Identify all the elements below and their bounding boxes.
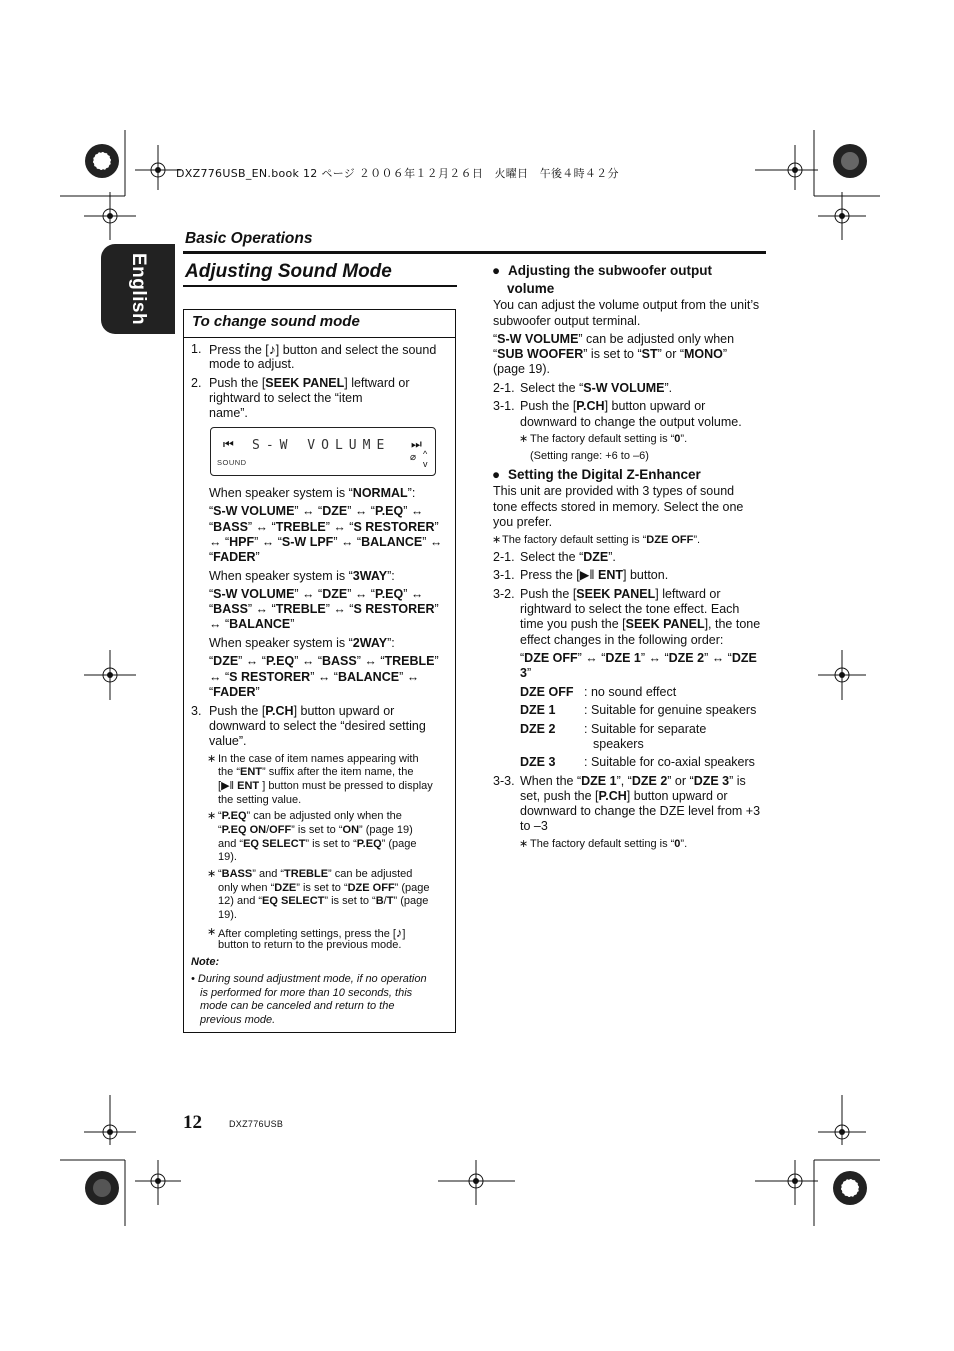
music-note-icon: ♪ bbox=[268, 341, 276, 357]
note-1-l2: the “ENT” suffix after the item name, the bbox=[218, 766, 414, 778]
dze-step-3-1: Press the [▶‖ ENT] button. bbox=[520, 568, 669, 582]
threeway-intro: When speaker system is “3WAY”: bbox=[209, 569, 395, 583]
dial-icon: ⌀ bbox=[410, 452, 417, 463]
note-4-marker: ∗ bbox=[207, 926, 217, 938]
def-value-0: : no sound effect bbox=[584, 685, 677, 699]
note-1-l1: In the case of item names appearing with bbox=[218, 753, 419, 765]
dze-default-marker: ∗ bbox=[492, 534, 502, 546]
note-1-marker: ∗ bbox=[207, 753, 217, 765]
note-3-marker: ∗ bbox=[207, 868, 217, 880]
def-key-0: DZE OFF bbox=[520, 685, 574, 699]
sub-para-l2: subwoofer output terminal. bbox=[493, 314, 641, 328]
dze-step-3-2: Push the [SEEK PANEL] leftward or bbox=[520, 587, 721, 601]
normal-seq-1: “S-W VOLUME” ↔ “DZE” ↔ “P.EQ” ↔ bbox=[209, 504, 424, 518]
setting-range: (Setting range: +6 to –6) bbox=[530, 450, 649, 462]
dze-para-l1: This unit are provided with 3 types of sound bbox=[493, 484, 735, 498]
note-3-l3: 12) and “EQ SELECT” is set to “B/T” (page bbox=[218, 895, 429, 907]
lcd-text: S-W VOLUME bbox=[252, 438, 391, 453]
step-2-cont2: name”. bbox=[209, 406, 248, 420]
note-2-l3: and “EQ SELECT” is set to “P.EQ” (page bbox=[218, 838, 417, 850]
bullet: ● bbox=[492, 467, 501, 482]
music-note-icon: ♪ bbox=[395, 925, 403, 940]
language-tab bbox=[101, 244, 175, 334]
twoway-intro: When speaker system is “2WAY”: bbox=[209, 636, 395, 650]
lcd-sound-label: SOUND bbox=[217, 458, 247, 467]
dze-step-3-3-cont3: to –3 bbox=[520, 819, 548, 833]
def-value-1: : Suitable for genuine speakers bbox=[584, 703, 757, 717]
threeway-seq-1: “S-W VOLUME” ↔ “DZE” ↔ “P.EQ” ↔ bbox=[209, 587, 424, 601]
page-number: 12 bbox=[183, 1112, 202, 1133]
note-heading: Note: bbox=[191, 956, 220, 968]
dze-para-l2: tone effects stored in memory. Select the one bbox=[493, 500, 744, 514]
step-3-1-number: 3-1. bbox=[493, 399, 515, 413]
step-3-cont: downward to select the “desired setting bbox=[209, 719, 426, 733]
dze-step-2-1: Select the “DZE”. bbox=[520, 550, 616, 564]
dze-step-3-1-number: 3-1. bbox=[493, 568, 515, 582]
step-2-number: 2. bbox=[191, 376, 202, 390]
twoway-seq-3: “FADER” bbox=[209, 685, 260, 699]
language-tab-label: English bbox=[128, 252, 149, 326]
dze-step-3-2-cont3: effect changes in the following order: bbox=[520, 633, 724, 647]
play-pause-icon: ▶‖ bbox=[579, 568, 595, 582]
skip-forward-icon: ⏭ bbox=[411, 437, 422, 451]
sub-para2-l2: “SUB WOOFER” is set to “ST” or “MONO” bbox=[493, 347, 728, 361]
section-rule bbox=[183, 251, 766, 254]
def-value-2-cont: speakers bbox=[593, 737, 644, 751]
note-body-l1: • During sound adjustment mode, if no operation bbox=[191, 973, 427, 985]
footer-model: DXZ776USB bbox=[229, 1119, 284, 1129]
note-4-l1: After completing settings, press the [♪] bbox=[218, 925, 406, 940]
twoway-seq-1: “DZE” ↔ “P.EQ” ↔ “BASS” ↔ “TREBLE” bbox=[209, 654, 439, 668]
step-2-cont: rightward to select the “item bbox=[209, 391, 363, 405]
box-title: To change sound mode bbox=[192, 313, 360, 330]
sub-para2-l3: (page 19). bbox=[493, 362, 550, 376]
dze-sequence-cont: 3” bbox=[520, 666, 532, 680]
up-down-arrows-icon: ^ v bbox=[423, 449, 428, 469]
def-value-3: : Suitable for co-axial speakers bbox=[584, 755, 755, 769]
note-body-l2: is performed for more than 10 seconds, this bbox=[200, 987, 413, 999]
section-heading: Basic Operations bbox=[185, 230, 313, 247]
note-body-l3: mode can be canceled and return to the bbox=[200, 1000, 395, 1012]
note-4-l2: button to return to the previous mode. bbox=[218, 939, 402, 951]
note-1-l4: the setting value. bbox=[218, 794, 302, 806]
step-2: Push the [SEEK PANEL] leftward or bbox=[209, 376, 410, 390]
skip-back-icon: ⏮ bbox=[223, 437, 234, 451]
dze-level-default-marker: ∗ bbox=[519, 838, 529, 850]
note-2-l2: “P.EQ ON/OFF” is set to “ON” (page 19) bbox=[218, 824, 413, 836]
box-title-rule bbox=[184, 337, 456, 338]
page-title: Adjusting Sound Mode bbox=[185, 261, 392, 282]
sub-para2-l1: “S-W VOLUME” can be adjusted only when bbox=[493, 332, 735, 346]
def-value-2: : Suitable for separate bbox=[584, 722, 707, 736]
step-1: Press the [♪] button and select the sound bbox=[209, 341, 437, 357]
dze-sequence: “DZE OFF” ↔ “DZE 1” ↔ “DZE 2” ↔ “DZE bbox=[520, 651, 757, 665]
print-header: DXZ776USB_EN.book 12 ページ ２００６年１２月２６日 火曜日 午後４時４２分 bbox=[176, 167, 619, 180]
note-3-l4: 19). bbox=[218, 909, 237, 921]
dze-step-3-3-cont: set, push the [P.CH] button upward or bbox=[520, 789, 728, 803]
subwoofer-heading-cont: volume bbox=[507, 281, 555, 296]
step-3-1: Push the [P.CH] button upward or bbox=[520, 399, 706, 413]
step-3-cont2: value”. bbox=[209, 734, 247, 748]
normal-intro: When speaker system is “NORMAL”: bbox=[209, 486, 416, 500]
default-note-marker: ∗ bbox=[519, 433, 529, 445]
threeway-seq-2: “BASS” ↔ “TREBLE” ↔ “S RESTORER” bbox=[209, 602, 439, 616]
step-3-1-cont: downward to change the output volume. bbox=[520, 415, 742, 429]
dze-step-3-3-number: 3-3. bbox=[493, 774, 515, 788]
twoway-seq-2: ↔ “S RESTORER” ↔ “BALANCE” ↔ bbox=[209, 670, 420, 684]
dze-step-2-1-number: 2-1. bbox=[493, 550, 515, 564]
note-2-l4: 19). bbox=[218, 851, 237, 863]
note-body-l4: previous mode. bbox=[200, 1014, 276, 1026]
normal-seq-4: “FADER” bbox=[209, 550, 260, 564]
dze-step-3-2-cont: rightward to select the tone effect. Each bbox=[520, 602, 740, 616]
dze-heading: Setting the Digital Z-Enhancer bbox=[508, 467, 701, 482]
dze-step-3-2-cont2: time you push the [SEEK PANEL], the tone bbox=[520, 617, 761, 631]
note-1-l3: [▶‖ ENT ] button must be pressed to display bbox=[218, 780, 433, 792]
step-1-cont: mode to adjust. bbox=[209, 357, 295, 371]
subwoofer-heading: Adjusting the subwoofer output bbox=[508, 263, 712, 278]
def-key-1: DZE 1 bbox=[520, 703, 556, 717]
dze-step-3-3-cont2: downward to change the DZE level from +3 bbox=[520, 804, 761, 818]
def-key-3: DZE 3 bbox=[520, 755, 556, 769]
normal-seq-3: ↔ “HPF” ↔ “S-W LPF” ↔ “BALANCE” ↔ bbox=[209, 535, 443, 549]
dze-step-3-3: When the “DZE 1”, “DZE 2” or “DZE 3” is bbox=[520, 774, 746, 788]
dze-step-3-2-number: 3-2. bbox=[493, 587, 515, 601]
step-3-number: 3. bbox=[191, 704, 202, 718]
def-key-2: DZE 2 bbox=[520, 722, 556, 736]
step-2-1-number: 2-1. bbox=[493, 381, 515, 395]
play-pause-icon: ▶‖ bbox=[221, 780, 235, 792]
step-3: Push the [P.CH] button upward or bbox=[209, 704, 395, 718]
note-3-l2: only when “DZE” is set to “DZE OFF” (page bbox=[218, 882, 430, 894]
threeway-seq-3: ↔ “BALANCE” bbox=[209, 617, 295, 631]
dze-default: The factory default setting is “DZE OFF”. bbox=[502, 534, 701, 546]
step-2-1: Select the “S-W VOLUME”. bbox=[520, 381, 673, 395]
default-note: The factory default setting is “0”. bbox=[530, 433, 688, 445]
step-1-number: 1. bbox=[191, 342, 202, 356]
bullet: ● bbox=[492, 263, 501, 278]
title-rule bbox=[183, 285, 457, 287]
normal-seq-2: “BASS” ↔ “TREBLE” ↔ “S RESTORER” bbox=[209, 520, 439, 534]
dze-para-l3: you prefer. bbox=[493, 515, 553, 529]
note-2-marker: ∗ bbox=[207, 810, 217, 822]
sub-para-l1: You can adjust the volume output from the unit’s bbox=[493, 298, 760, 312]
note-3-l1: “BASS” and “TREBLE” can be adjusted bbox=[218, 868, 413, 880]
note-2-l1: “P.EQ” can be adjusted only when the bbox=[218, 810, 402, 822]
dze-level-default: The factory default setting is “0”. bbox=[530, 838, 688, 850]
